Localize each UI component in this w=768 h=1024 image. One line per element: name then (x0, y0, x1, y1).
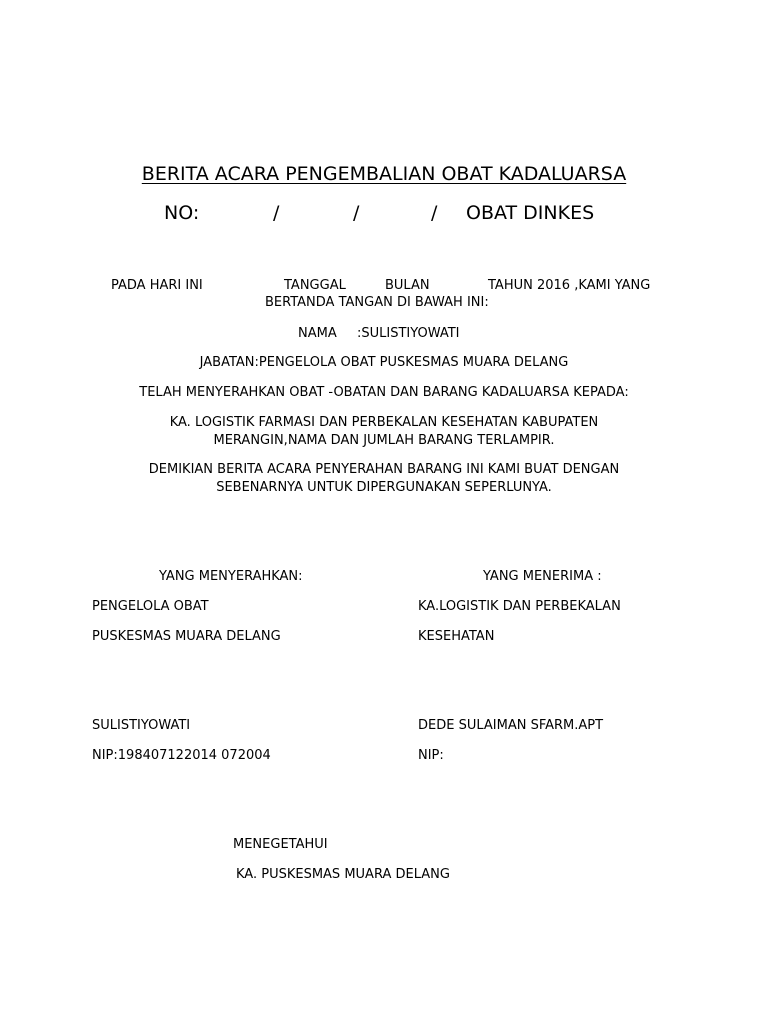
kepada-line-2: MERANGIN,NAMA DAN JUMLAH BARANG TERLAMPIR. (213, 433, 555, 448)
nama-value: :SULISTIYOWATI (357, 326, 460, 341)
left-party-heading: YANG MENYERAHKAN: (159, 569, 303, 584)
intro-hari: PADA HARI INI (111, 278, 203, 293)
kepada-line-1: KA. LOGISTIK FARMASI DAN PERBEKALAN KESEHATAN KABUPATEN (169, 415, 599, 430)
demikian-line-1: DEMIKIAN BERITA ACARA PENYERAHAN BARANG INI KAMI BUAT DENGAN (148, 462, 620, 477)
intro-line-2: BERTANDA TANGAN DI BAWAH INI: (265, 295, 489, 310)
right-party-nip: NIP: (418, 748, 444, 763)
right-party-name: DEDE SULAIMAN SFARM.APT (418, 718, 604, 733)
jabatan-line: JABATAN:PENGELOLA OBAT PUSKESMAS MUARA DELANG (199, 355, 569, 370)
number-separator-3: / (431, 202, 438, 224)
intro-tahun: TAHUN 2016 ,KAMI YANG (488, 278, 651, 293)
intro-tanggal: TANGGAL (284, 278, 346, 293)
nama-label: NAMA (298, 326, 337, 341)
number-separator-1: / (273, 202, 280, 224)
left-party-role-1: PENGELOLA OBAT (92, 599, 209, 614)
document-title: BERITA ACARA PENGEMBALIAN OBAT KADALUARSA (141, 163, 627, 185)
number-prefix: NO: (164, 202, 200, 224)
right-party-role-1: KA.LOGISTIK DAN PERBEKALAN (418, 599, 621, 614)
left-party-nip: NIP:198407122014 072004 (92, 748, 271, 763)
number-separator-2: / (353, 202, 360, 224)
acknowledge-role: KA. PUSKESMAS MUARA DELANG (236, 867, 450, 882)
demikian-line-2: SEBENARNYA UNTUK DIPERGUNAKAN SEPERLUNYA. (216, 480, 552, 495)
right-party-role-2: KESEHATAN (418, 629, 495, 644)
right-party-heading: YANG MENERIMA : (483, 569, 602, 584)
intro-line-1 (0, 277, 768, 295)
intro-bulan: BULAN (385, 278, 430, 293)
left-party-name: SULISTIYOWATI (92, 718, 191, 733)
left-party-role-2: PUSKESMAS MUARA DELANG (92, 629, 281, 644)
telah-line: TELAH MENYERAHKAN OBAT -OBATAN DAN BARANG KADALUARSA KEPADA: (139, 385, 629, 400)
acknowledge-heading: MENEGETAHUI (233, 837, 328, 852)
document-number-line (0, 202, 768, 226)
number-suffix: OBAT DINKES (466, 202, 595, 224)
nama-line (0, 325, 768, 343)
